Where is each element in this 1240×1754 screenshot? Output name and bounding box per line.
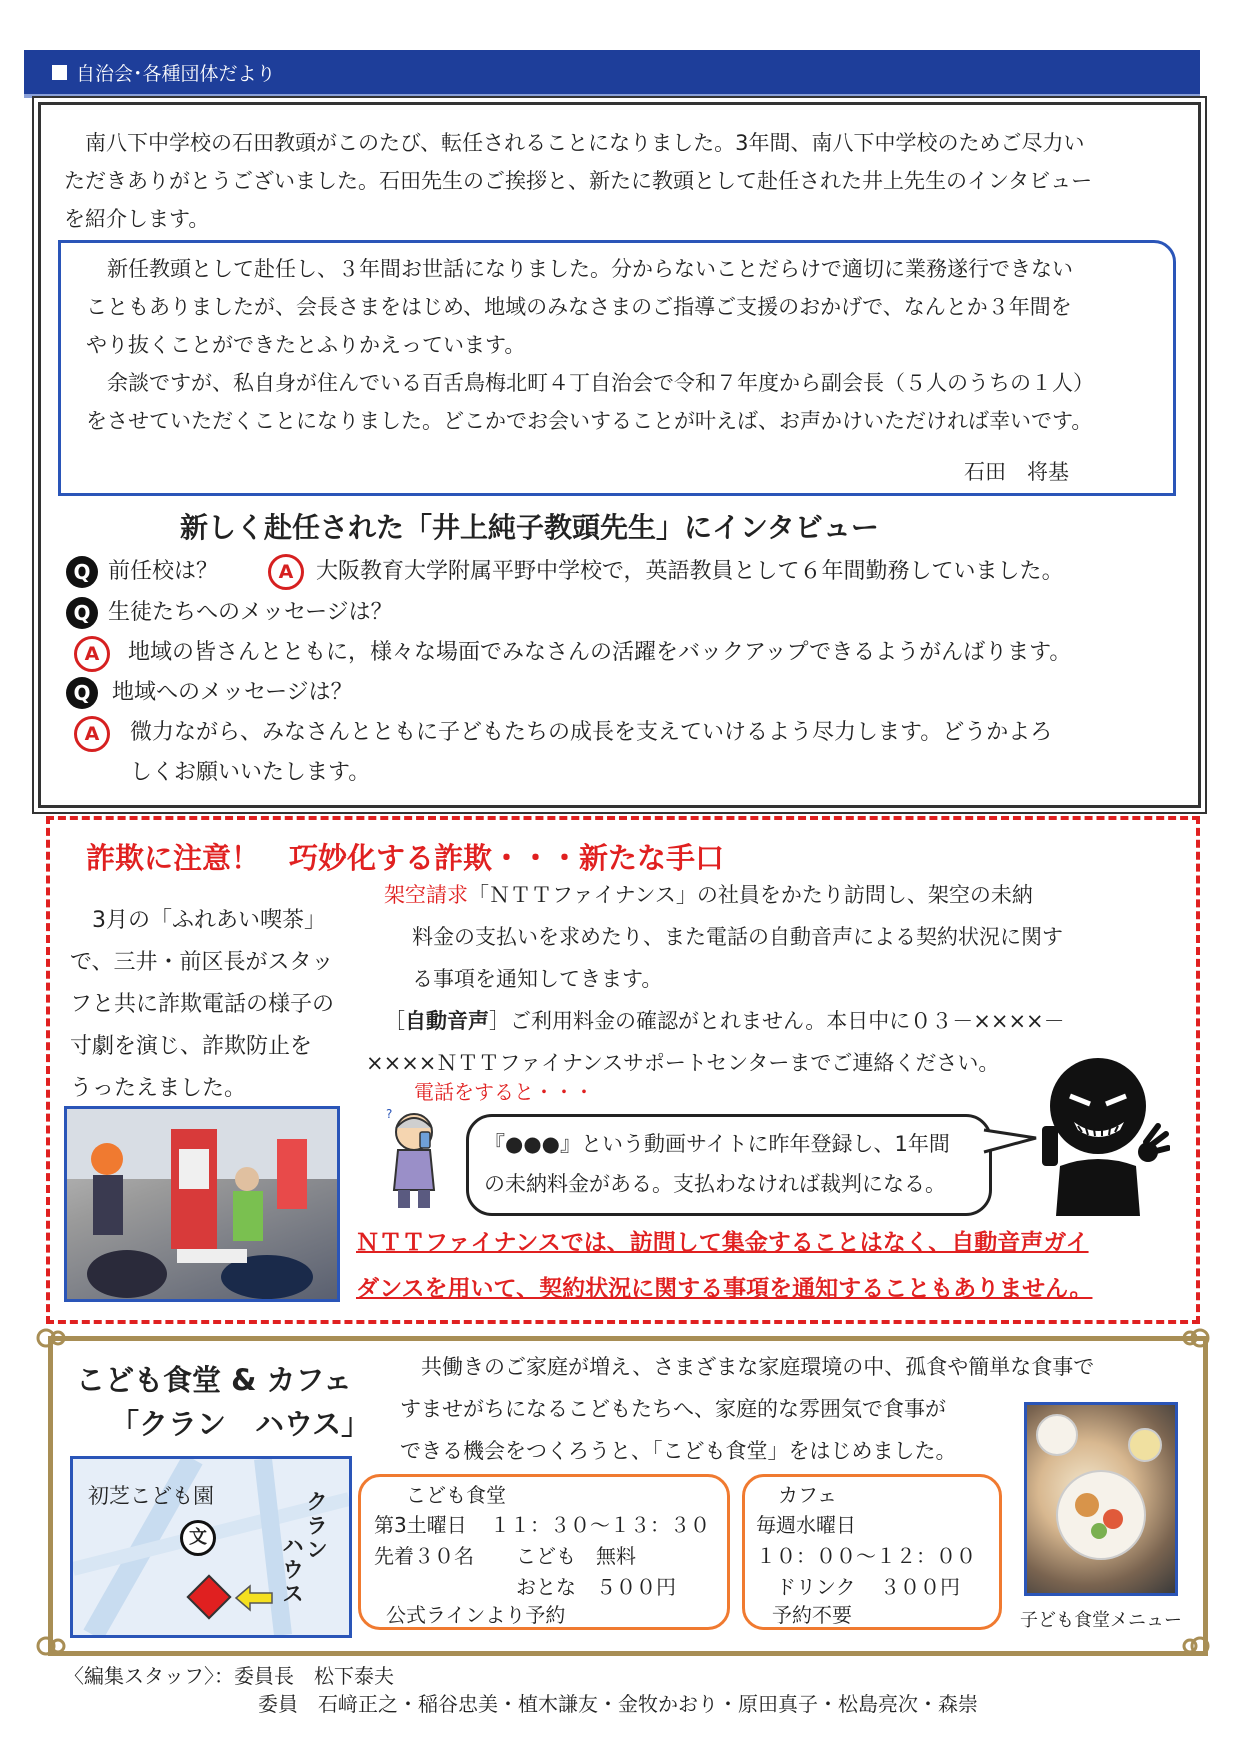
- section-title: 自治会･各種団体だより: [76, 63, 276, 85]
- fraud-explanation: 架空請求「ＮＴＴファイナンス」の社員をかたり訪問し、架空の未納 料金の支払いを求めたり、また電話の自動音声による契約状況に関す る事項を通知してきます。 ［自動音声］ご利用料金の確認がとれません。本日中に０３－××××－ ××××ＮＴＴファイナンスサポートセンターまでご連絡ください。: [384, 874, 1174, 1084]
- map-label-vertical: クラ: [306, 1490, 328, 1538]
- claim-line1: 「ＮＴＴファイナンス」の社員をかたり訪問し、架空の未納: [468, 883, 1033, 907]
- intro-line: ただきありがとうございました。石田先生のご挨拶と、新たに教頭として赴任された井上先生のインタビュー: [64, 169, 1093, 193]
- interview-title: 新しく赴任された「井上純子教頭先生」にインタビュー: [180, 511, 879, 544]
- greeting-line: やり抜くことができたとふりかえっています。: [86, 333, 526, 357]
- cafe-info-title: カフェ: [778, 1483, 837, 1507]
- answer-3-line1: 微力ながら、みなさんとともに子どもたちの成長を支えていけるよう尽力します。どうかよろ: [130, 720, 1053, 745]
- cafe-intro-line: 共働きのご家庭が増え、さまざまな家庭環境の中、孤食や簡単な食事で: [400, 1355, 1095, 1379]
- auto-line2: ××××ＮＴＴファイナンスサポートセンターまでご連絡ください。: [366, 1051, 1000, 1075]
- cafe-time: １０：００～１２：００: [756, 1544, 976, 1568]
- answer-icon: A: [268, 554, 304, 590]
- answer-1: 大阪教育大学附属平野中学校で，英語教員として６年間勤務していました。: [316, 559, 1064, 584]
- question-2: 生徒たちへのメッセージは？: [108, 600, 393, 625]
- cafe-reservation: 予約不要: [772, 1603, 852, 1627]
- greeting-line: 新任教頭として赴任し、３年間お世話になりました。分からないことだらけで適切に業務遂行できない: [86, 257, 1073, 281]
- claim-line2: 料金の支払いを求めたり、また電話の自動音声による契約状況に関す: [412, 925, 1063, 949]
- drink-label: ドリンク: [776, 1575, 856, 1599]
- menu-photo-caption: 子ども食堂メニュー: [1020, 1610, 1182, 1631]
- question-icon: Q: [66, 597, 98, 629]
- scammer-silhouette-icon: [1040, 1056, 1170, 1216]
- square-bullet-icon: [52, 65, 67, 80]
- question-3: 地域へのメッセージは？: [112, 680, 353, 705]
- fraud-event-report: [70, 900, 370, 1110]
- answer-icon: A: [74, 636, 110, 672]
- answer-3-line2: しくお願いいたします。: [130, 760, 371, 785]
- cafe-intro-line: すませがちになるこどもたちへ、家庭的な雰囲気で食事が: [400, 1397, 946, 1421]
- greeting-line: をさせていただくことになりました。どこかでお会いすることが叶えば、お声かけいただければ幸いです。: [86, 409, 1093, 433]
- question-icon: Q: [66, 677, 98, 709]
- cafe-title-line2: 「クラン ハウス」: [110, 1407, 371, 1441]
- kodomo-time: １１：３０～１３：３０: [490, 1513, 710, 1537]
- speech-bubble-tail-icon: [980, 1126, 1040, 1156]
- answer-2: 地域の皆さんとともに，様々な場面でみなさんの活躍をバックアップできるようがんばります。: [128, 640, 1072, 665]
- intro-line: を紹介します。: [64, 207, 210, 231]
- greeting-signature: 石田 将基: [964, 460, 1069, 484]
- kodomo-title: こども食堂: [406, 1483, 506, 1507]
- child-price: 無料: [596, 1544, 636, 1568]
- cafe-intro-line: できる機会をつくろうと、「こども食堂」をはじめました。: [400, 1439, 957, 1463]
- question-1: 前任校は？: [108, 559, 219, 584]
- greeting-text: [86, 250, 1156, 440]
- scam-call-message: [484, 1124, 984, 1204]
- kodomo-reservation: 公式ラインより予約: [386, 1603, 566, 1627]
- report-line: 3月の「ふれあい喫茶」: [70, 908, 326, 933]
- drink-price: ３００円: [880, 1575, 960, 1599]
- warning-line2: ダンスを用いて、契約状況に関する事項を通知することもありません。: [356, 1276, 1093, 1302]
- staff-chief: 〈編集スタッフ〉：委員長 松下泰夫: [64, 1664, 394, 1688]
- fraud-title: 詐欺に注意！ 巧妙化する詐欺・・・新たな手口: [86, 841, 725, 875]
- auto-line1: ご利用料金の確認がとれません。本日中に０３－××××－: [510, 1009, 1065, 1033]
- auto-voice-label: 自動音声: [405, 1009, 489, 1033]
- scam-line2: の未納料金がある。支払わなければ裁判になる。: [484, 1172, 946, 1196]
- ornament-icon: [36, 1634, 66, 1658]
- menu-photo: [1024, 1402, 1178, 1596]
- scam-line1: 『●●●』という動画サイトに昨年登録し、1年間: [484, 1132, 950, 1156]
- kodomo-limit: 先着３０名: [374, 1544, 474, 1568]
- location-marker-icon: [186, 1574, 276, 1626]
- report-line: 寸劇を演じ、詐欺防止を: [70, 1034, 313, 1059]
- greeting-line: こともありましたが、会長さまをはじめ、地域のみなさまのご指導ご支援のおかげで、なんとか３年間を: [86, 295, 1072, 319]
- cafe-title-line1: こども食堂 & カフェ: [76, 1363, 353, 1397]
- elderly-phone-caller-icon: [384, 1106, 444, 1210]
- claim-label: 架空請求: [384, 883, 468, 907]
- ornament-icon: [1180, 1634, 1210, 1658]
- menu-photo-illustration: [1027, 1405, 1175, 1593]
- report-line: フと共に詐欺電話の様子の: [70, 992, 335, 1017]
- map-label-vertical: ン: [306, 1538, 328, 1562]
- ntt-finance-warning: [356, 1220, 1156, 1312]
- school-map-symbol: 文: [180, 1520, 216, 1556]
- cafe-day: 毎週水曜日: [756, 1513, 856, 1537]
- svg-text:?: ?: [386, 1107, 393, 1121]
- staff-members: 委員 石﨑正之・稲谷忠美・植木謙友・金牧かおり・原田真子・松島亮次・森崇: [258, 1692, 978, 1716]
- report-line: で、三井・前区長がスタッ: [70, 950, 334, 975]
- report-line: うったえました。: [70, 1076, 247, 1101]
- map-label-vertical: ハウス: [282, 1534, 304, 1606]
- claim-line3: る事項を通知してきます。: [412, 967, 663, 991]
- question-icon: Q: [66, 556, 98, 588]
- map-landmark-label: 初芝こども園: [88, 1484, 214, 1508]
- photo-illustration: [67, 1109, 337, 1299]
- ornament-icon: [1180, 1326, 1210, 1350]
- adult-price: ５００円: [596, 1575, 676, 1599]
- kodomo-day: 第3土曜日: [374, 1513, 467, 1537]
- answer-icon: A: [74, 716, 110, 752]
- ornament-icon: [36, 1326, 66, 1350]
- intro-paragraph: [64, 124, 1164, 238]
- adult-label: おとな: [516, 1575, 576, 1599]
- greeting-line: 余談ですが、私自身が住んでいる百舌鳥梅北町４丁自治会で令和７年度から副会長（５人のうちの１人）: [86, 371, 1094, 395]
- warning-line1: ＮＴＴファイナンスでは、訪問して集金することはなく、自動音声ガイ: [356, 1230, 1089, 1256]
- fureai-cafe-photo: [64, 1106, 340, 1302]
- child-label: こども: [516, 1544, 576, 1568]
- section-header: [24, 50, 1200, 98]
- phone-call-note: 電話をすると・・・: [414, 1080, 594, 1104]
- intro-line: 南八下中学校の石田教頭がこのたび、転任されることになりました。3年間、南八下中学校のためご尽力い: [64, 131, 1085, 155]
